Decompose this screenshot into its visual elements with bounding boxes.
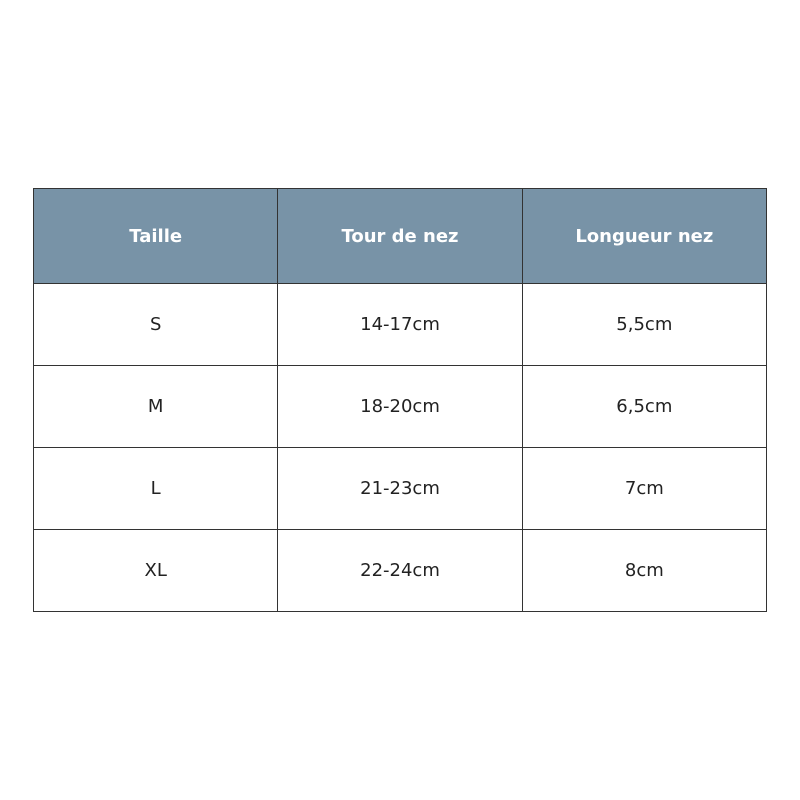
cell-size: S [34, 284, 278, 366]
table-header [34, 189, 767, 284]
cell-nose-length: 5,5cm [522, 284, 766, 366]
cell-nose-length: 8cm [522, 530, 766, 612]
cell-nose-length: 6,5cm [522, 366, 766, 448]
cell-nose-circumference: 14-17cm [278, 284, 522, 366]
cell-size: L [34, 448, 278, 530]
table-row [34, 448, 767, 530]
table-row [34, 366, 767, 448]
table-body [34, 284, 767, 612]
header-cell-longueur-nez: Longueur nez [522, 189, 766, 284]
header-cell-tour-de-nez: Tour de nez [278, 189, 522, 284]
cell-nose-length: 7cm [522, 448, 766, 530]
size-chart-table [33, 188, 767, 612]
cell-size: M [34, 366, 278, 448]
table-row [34, 530, 767, 612]
cell-nose-circumference: 22-24cm [278, 530, 522, 612]
table-row [34, 284, 767, 366]
cell-nose-circumference: 21-23cm [278, 448, 522, 530]
cell-nose-circumference: 18-20cm [278, 366, 522, 448]
header-cell-taille: Taille [34, 189, 278, 284]
cell-size: XL [34, 530, 278, 612]
header-row [34, 189, 767, 284]
